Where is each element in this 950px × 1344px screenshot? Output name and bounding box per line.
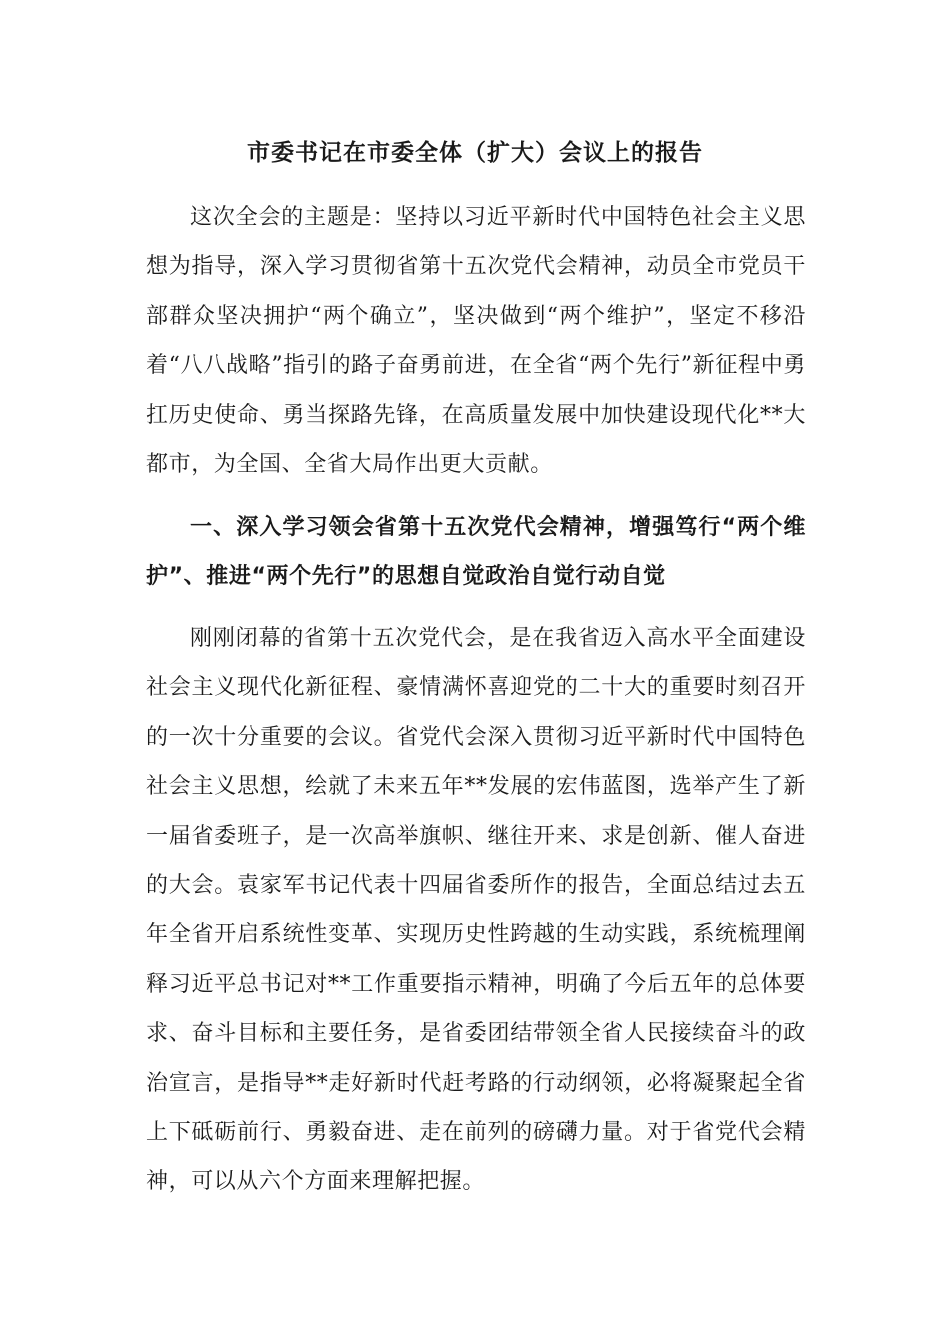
document-title: 市委书记在市委全体（扩大）会议上的报告 bbox=[247, 140, 703, 166]
intro-paragraph: 这次全会的主题是：坚持以习近平新时代中国特色社会主义思想为指导，深入学习贯彻省第十五次党代会精神，动员全市党员干部群众坚决拥护“两个确立”，坚决做到“两个维护”，坚定不移沿着“八八战略”指引的路子奋勇前进，在全省“两个先行”新征程中勇扛历史使命、勇当探路先锋，在高质量发展中加快建设现代化**大都市，为全国、全省大局作出更大贡献。 bbox=[146, 205, 806, 478]
section-1-heading: 一、深入学习领会省第十五次党代会精神，增强笃行“两个维护”、推进“两个先行”的思想自觉政治自觉行动自觉 bbox=[146, 515, 806, 589]
section-1-paragraph: 刚刚闭幕的省第十五次党代会，是在我省迈入高水平全面建设社会主义现代化新征程、豪情满怀喜迎党的二十大的重要时刻召开的一次十分重要的会议。省党代会深入贯彻习近平新时代中国特色社会主义思想，绘就了未来五年**发展的宏伟蓝图，选举产生了新一届省委班子，是一次高举旗帜、继往开来、求是创新、催人奋进的大会。袁家军书记代表十四届省委所作的报告，全面总结过去五年全省开启系统性变革、实现历史性跨越的生动实践，系统梳理阐释习近平总书记对**工作重要指示精神，明确了今后五年的总体要求、奋斗目标和主要任务，是省委团结带领全省人民接续奋斗的政治宣言，是指导**走好新时代赶考路的行动纲领，必将凝聚起全省上下砥砺前行、勇毅奋进、走在前列的磅礴力量。对于省党代会精神，可以从六个方面来理解把握。 bbox=[146, 626, 806, 1195]
